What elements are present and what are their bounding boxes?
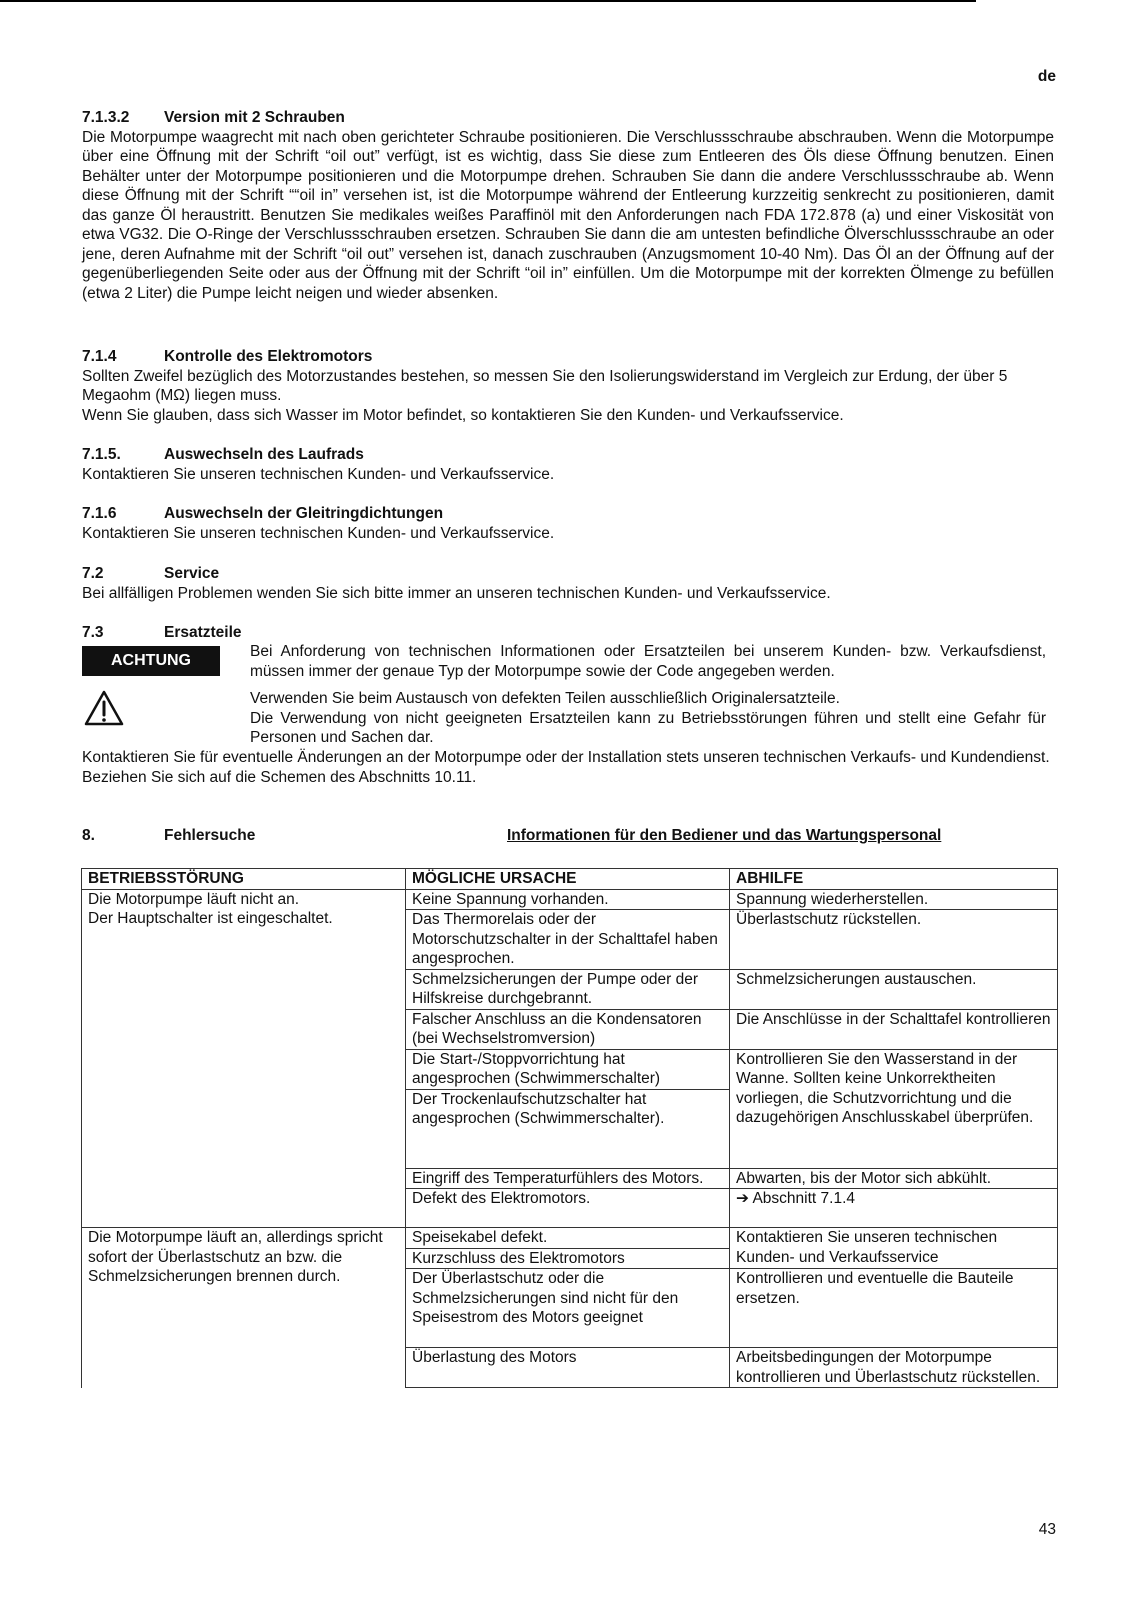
problem-text: Der Hauptschalter ist eingeschaltet. — [88, 910, 333, 927]
problem-cell: Die Motorpumpe läuft an, allerdings spricht sofort der Überlastschutz an bzw. die Schmelzsicherungen brennen durch. — [82, 1228, 406, 1388]
section-number: 8. — [82, 827, 95, 844]
section-body: Wenn Sie glauben, dass sich Wasser im Motor befindet, so kontaktieren Sie den Kunden- und Verkaufsservice. — [82, 406, 844, 424]
table-row — [82, 889, 1058, 910]
section-7132 — [82, 108, 1054, 303]
cause-cell: Keine Spannung vorhanden. — [406, 889, 730, 910]
table-header: ABHILFE — [730, 869, 1058, 890]
warning-text-parts — [250, 689, 1046, 748]
section-72 — [82, 564, 1054, 603]
section-body: Kontaktieren Sie unseren technischen Kunden- und Verkaufsservice. — [82, 465, 555, 483]
fix-cell: Schmelzsicherungen austauschen. — [730, 969, 1058, 1009]
fix-text: Abschnitt 7.1.4 — [752, 1190, 855, 1207]
problem-text: Die Motorpumpe läuft nicht an. — [88, 890, 300, 908]
section-73-heading — [82, 623, 1054, 643]
achtung-badge: ACHTUNG — [82, 646, 220, 676]
section-heading: 7.1.5. Auswechseln des Laufrads — [82, 446, 364, 463]
warning-triangle-icon — [84, 690, 124, 726]
section-body: Kontaktieren Sie für eventuelle Änderungen an der Motorpumpe oder der Installation stets unseren technischen Verkaufs- und Kundendienst. — [82, 749, 1050, 766]
warning-text-line: Die Verwendung von nicht geeigneten Ersatzteilen kann zu Betriebsstörungen führen und stellt eine Gefahr für Personen und Sachen dar. — [250, 709, 1046, 746]
section-body: Sollten Zweifel bezüglich des Motorzustandes bestehen, so messen Sie den Isolierungswiderstand im Vergleich zur Erdung, der über 5 Megaohm (MΩ) liegen muss. — [82, 367, 1008, 404]
fix-cell: Kontrollieren Sie den Wasserstand in der Wanne. Sollten keine Unkorrektheiten vorliegen, die Schutzvorrichtung und die dazugehörigen Anschlusskabel überprüfen. — [730, 1049, 1058, 1168]
fix-cell: Kontrollieren und eventuelle die Bauteile ersetzen. — [730, 1269, 1058, 1348]
fix-cell: Überlastschutz rückstellen. — [730, 910, 1058, 970]
table-header: BETRIEBSSTÖRUNG — [82, 869, 406, 890]
section-body: Beziehen Sie sich auf die Schemen des Abschnitts 10.11. — [82, 768, 477, 786]
warning-text: Bei Anforderung von technischen Informationen oder Ersatzteilen bei unserem Kunden- bzw. Verkaufsdienst, müssen immer der genaue Typ der Motorpumpe sowie der Code angegeben werden. — [250, 643, 1046, 680]
section-body: Bei allfälligen Problemen wenden Sie sich bitte immer an unseren technischen Kunden- und Verkaufsservice. — [82, 584, 831, 602]
language-code: de — [1037, 68, 1056, 85]
section-body: Die Motorpumpe waagrecht mit nach oben gerichteter Schraube positionieren. Die Verschlussschraube abschrauben. Wenn die Motorpumpe über eine Öffnung mit der Schrift “oil out” verfügt, ist es wichtig, dass Sie diese zum Entleeren des Öls diese Öffnung benutzen. Einen Behälter unter der Motorpumpe positionieren und die Motorpumpe drehen. Schrauben Sie dann die andere Verschlussschraube ab. Wenn diese Öffnung mit der Schrift ““oil in” versehen ist, ist die Motorpumpe während der Entleerung kurzzeitig senkrecht zu positionieren, damit das ganze Öl heraustritt. Benutzen Sie medikales weißes Paraffinöl mit den Anforderungen nach FDA 172.878 (a) und einer Viskosität von etwa VG32. Die O-Ringe der Verschlussschrauben ersetzen. Schrauben Sie dann die am untesten befindliche Ölverschlussschraube an oder jene, deren Aufnahme mit der Schrift “oil out” versehen ist, danach zuschrauben (Anzugsmoment 10-40 Nm). Das Öl an der Öffnung auf der gegenüberliegenden Seite oder aus der Öffnung mit der Schrift “oil in” einfüllen. Um die Motorpumpe mit der korrekten Ölmenge zu befüllen (etwa 2 Liter) die Pumpe leicht neigen und wieder absenken. — [82, 128, 1054, 302]
cause-cell: Die Start-/Stoppvorrichtung hat angesprochen (Schwimmerschalter) — [406, 1049, 730, 1089]
fix-cell — [730, 1189, 1058, 1228]
fix-cell: Arbeitsbedingungen der Motorpumpe kontrollieren und Überlastschutz rückstellen. — [730, 1348, 1058, 1388]
cause-cell: Überlastung des Motors — [406, 1348, 730, 1388]
cause-cell: Kurzschluss des Elektromotors — [406, 1248, 730, 1269]
cause-cell: Der Überlastschutz oder die Schmelzsicherungen sind nicht für den Speisestrom des Motors geeignet — [406, 1269, 730, 1348]
section-714 — [82, 347, 1054, 425]
table-row — [82, 1228, 1058, 1249]
section-heading: 7.1.3.2 Version mit 2 Schrauben — [82, 109, 345, 126]
section-715 — [82, 445, 1054, 484]
page-number: 43 — [1038, 1521, 1056, 1538]
section-73-body — [82, 748, 1054, 787]
section-heading: 7.1.6 Auswechseln der Gleitringdichtungen — [82, 505, 444, 522]
fix-cell: Die Anschlüsse in der Schalttafel kontrollieren — [730, 1009, 1058, 1049]
table-header: MÖGLICHE URSACHE — [406, 869, 730, 890]
troubleshooting-table — [81, 868, 1058, 1388]
fix-cell: Spannung wiederherstellen. — [730, 889, 1058, 910]
section-heading: 7.2 Service — [82, 565, 220, 582]
cause-cell: Defekt des Elektromotors. — [406, 1189, 730, 1228]
fix-cell: Kontaktieren Sie unseren technischen Kunden- und Verkaufsservice — [730, 1228, 1058, 1269]
table-header-row — [82, 869, 1058, 890]
cause-cell: Schmelzsicherungen der Pumpe oder der Hilfskreise durchgebrannt. — [406, 969, 730, 1009]
cause-cell: Falscher Anschluss an die Kondensatoren (bei Wechselstromversion) — [406, 1009, 730, 1049]
cause-cell: Speisekabel defekt. — [406, 1228, 730, 1249]
section-heading: 7.1.4 Kontrolle des Elektromotors — [82, 348, 373, 365]
section-body: Kontaktieren Sie unseren technischen Kunden- und Verkaufsservice. — [82, 524, 555, 542]
warning-text-line: Verwenden Sie beim Austausch von defekten Teilen ausschließlich Originalersatzteile. — [250, 690, 840, 707]
cause-cell: Eingriff des Temperaturfühlers des Motors. — [406, 1168, 730, 1189]
fix-cell: Abwarten, bis der Motor sich abkühlt. — [730, 1168, 1058, 1189]
cause-cell: Der Trockenlaufschutzschalter hat angesprochen (Schwimmerschalter). — [406, 1089, 730, 1168]
section-title: Fehlersuche — [164, 827, 256, 844]
section-heading: 7.3 Ersatzteile — [82, 624, 242, 641]
section-8-subtitle: Informationen für den Bediener und das Wartungspersonal — [507, 827, 942, 844]
arrow-right-icon: ➔ — [736, 1190, 749, 1207]
header-rule — [0, 0, 976, 2]
section-8-heading — [82, 826, 255, 846]
section-716 — [82, 504, 1054, 543]
cause-cell: Das Thermorelais oder der Motorschutzschalter in der Schalttafel haben angesprochen. — [406, 910, 730, 970]
problem-cell — [82, 889, 406, 1228]
